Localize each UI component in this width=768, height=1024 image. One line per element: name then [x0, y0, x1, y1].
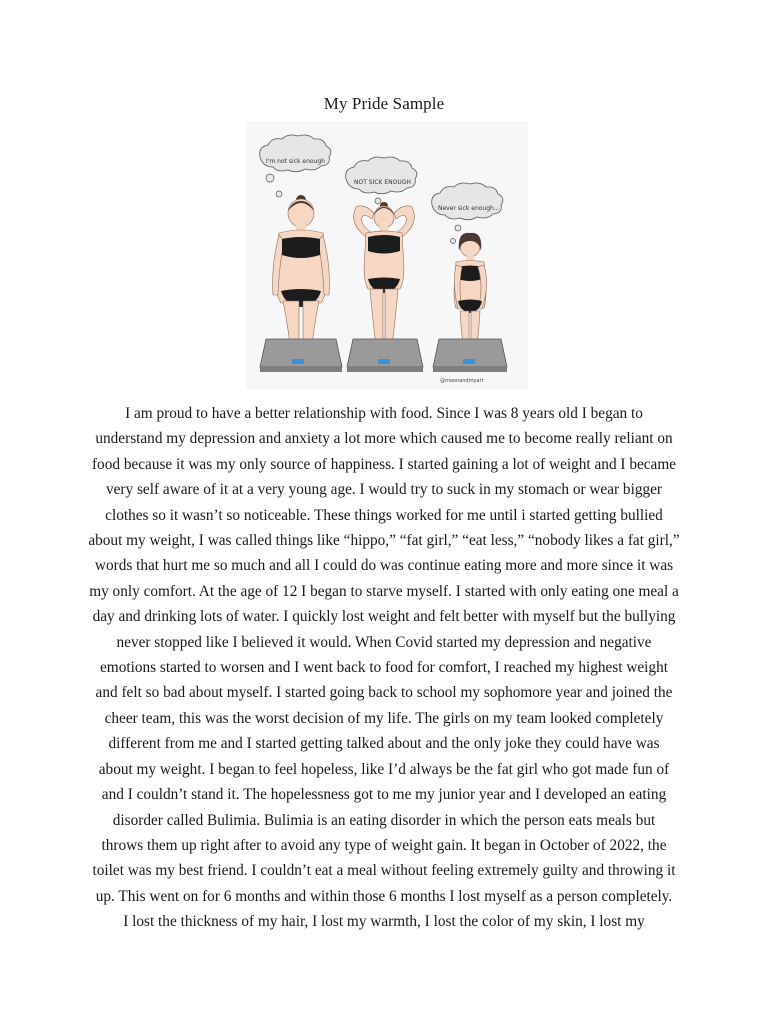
bubble-text-3: Never sick enough...	[438, 205, 500, 212]
body-paragraph	[70, 401, 698, 935]
text-line: emotions started to worsen and I went back to food for comfort, I reached my highest weight	[100, 659, 668, 677]
artist-signature: @moonandmyart	[440, 378, 484, 384]
text-line: I am proud to have a better relationship with food. Since I was 8 years old I began to	[125, 405, 643, 422]
text-line: food because it was my only source of happiness. I started gaining a lot of weight and I became	[91, 455, 677, 473]
text-line: throws them up right after to avoid any type of weight gain. It began in October of 2022, the	[101, 836, 667, 854]
text-line: very self aware of it at a very young age. I would try to suck in my stomach or wear bigger	[105, 481, 663, 499]
text-line: and I couldn’t stand it. The hopelessness got to me my junior year and I developed an eating	[101, 786, 667, 804]
illustration-image	[246, 121, 528, 389]
text-line: clothes so it wasn’t so noticeable. These things worked for me until i started getting bullied	[105, 506, 663, 524]
text-line: never stopped like I believed it would. When Covid started my depression and negative	[116, 633, 652, 651]
text-line: toilet was my best friend. I couldn’t eat a meal without feeling extremely guilty and throwing it	[92, 862, 676, 880]
text-line: I lost the thickness of my hair, I lost my warmth, I lost the color of my skin, I lost my	[123, 913, 645, 931]
bubble-text-2: NOT SICK ENOUGH	[354, 179, 411, 186]
text-line: about my weight. I began to feel hopeless, like I’d always be the fat girl who got made fun of	[98, 760, 670, 778]
text-line: and felt so bad about myself. I started going back to school my sophomore year and joined the	[95, 684, 673, 702]
text-line: my only comfort. At the age of 12 I began to starve myself. I started with only eating one meal a	[89, 582, 679, 600]
illustration-drawing	[246, 121, 528, 389]
text-line: words that hurt me so much and all I could do was continue eating more and more since it was	[94, 557, 674, 575]
bubble-text-1: I'm not sick enough	[266, 158, 325, 165]
text-line: about my weight, I was called things like “hippo,” “fat girl,” “eat less,” “nobody likes a fat girl,”	[88, 532, 680, 550]
text-line: disorder called Bulimia. Bulimia is an eating disorder in which the person eats meals but	[112, 811, 656, 829]
text-line: understand my depression and anxiety a lot more which caused me to become really reliant on	[95, 430, 673, 448]
page-title: My Pride Sample	[323, 94, 445, 113]
text-line: different from me and I started getting talked about and the only joke they could have was	[108, 735, 660, 753]
text-line: cheer team, this was the worst decision of my life. The girls on my team looked completely	[104, 709, 664, 727]
text-line: day and drinking lots of water. I quickly lost weight and felt better with myself but the bullying	[92, 608, 676, 626]
text-line: up. This went on for 6 months and within those 6 months I lost myself as a person completely.	[95, 887, 673, 905]
